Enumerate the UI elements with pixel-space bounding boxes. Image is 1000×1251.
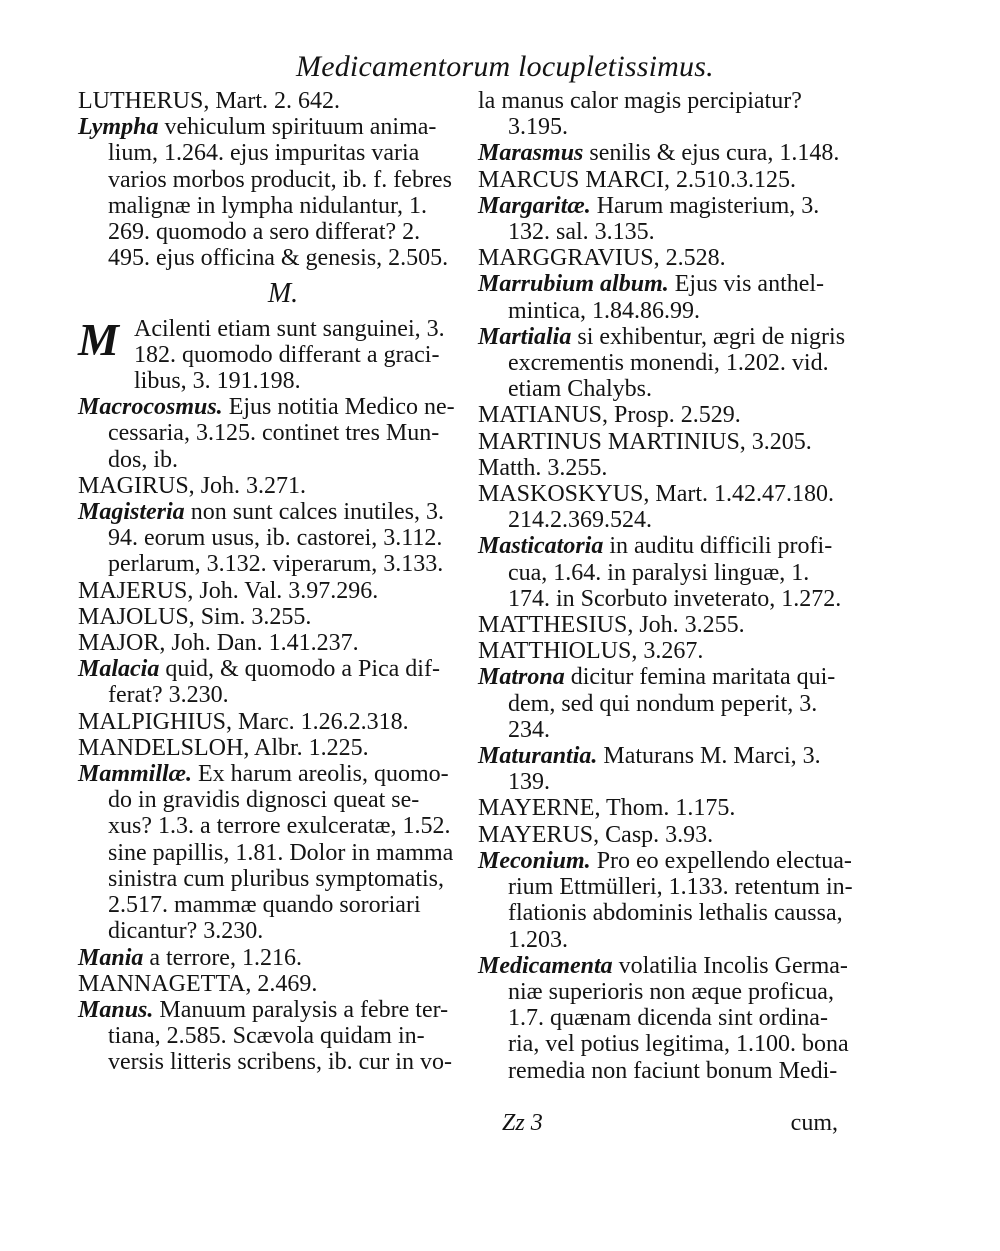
index-entry: [478, 324, 853, 403]
entry-headword: Macrocosmus.: [78, 394, 223, 421]
entry-text: Joh. 3.271.: [200, 472, 307, 499]
entry-headword: Meconium.: [478, 847, 591, 874]
drop-cap-initial: M: [78, 313, 119, 365]
index-entry: [78, 630, 468, 656]
entry-headword: Martialia: [478, 323, 572, 350]
entry-headword: MATTHESIUS,: [478, 612, 640, 639]
index-entry: [78, 88, 468, 114]
entry-headword: MATIANUS,: [478, 402, 615, 429]
index-entry: [78, 997, 468, 1076]
index-entry: [478, 953, 853, 1084]
entry-text: 3.267.: [643, 638, 704, 665]
entry-text: Pro eo expellendo electua- rium Ettmülleri, 1.133. retentum in- flationis abdominis lethalis caussa, 1.203.: [508, 847, 853, 953]
entry-text: senilis & ejus cura, 1.148.: [583, 140, 840, 167]
index-entry: [78, 394, 468, 473]
entry-headword: MASKOSKYUS,: [478, 481, 656, 508]
entry-text: Matth. 3.255.: [478, 454, 608, 481]
entry-headword: Maturantia.: [478, 743, 598, 770]
entry-headword: MAGIRUS,: [78, 472, 201, 499]
index-entry: [478, 167, 853, 193]
entry-headword: Marasmus: [478, 140, 584, 167]
index-entry: [478, 638, 853, 664]
index-entry: [78, 945, 468, 971]
index-entry: [478, 271, 853, 323]
section-letter: M.: [267, 278, 299, 310]
entry-text: Mart. 2. 642.: [215, 88, 340, 114]
entry-headword: Mania: [78, 944, 144, 971]
index-entry: [478, 140, 853, 166]
entry-text: Manuum paralysis a febre ter- tiana, 2.585. Scævola quidam in- versis litteris scribens, ib. cur in vo-: [108, 996, 452, 1076]
entry-text: Thom. 1.175.: [606, 795, 736, 822]
index-entry: [478, 245, 853, 271]
entry-text: volatilia Incolis Germa- niæ superioris non æque proficua, 1.7. quænam dicenda sint ordina- ria, vel potius legitima, 1.100. bona remedia non faciunt bonum Medi-: [508, 952, 849, 1084]
entries-right: [478, 88, 853, 1084]
entry-text: a terrore, 1.216.: [143, 944, 302, 971]
index-entry: [478, 664, 853, 743]
entry-headword: Magisteria: [78, 499, 185, 526]
entry-text: Maturans M. Marci, 3. 139.: [508, 743, 821, 796]
entry-text: Joh. Dan. 1.41.237.: [171, 630, 359, 657]
index-entry: [478, 455, 853, 481]
index-entry: [478, 848, 853, 953]
entry-headword: Marrubium album.: [478, 271, 669, 298]
index-entry: [78, 656, 468, 708]
entry-headword: Acilenti: [134, 315, 212, 342]
entry-headword: MARCUS MARCI,: [478, 166, 677, 193]
entry-text: Ex harum areolis, quomo- do in gravidis dignosci queat se- xus? 1.3. a terrore exulceratæ, 1.52. sine papillis, 1.81. Dolor in mamma sinistra cum pluribus symptomatis, 2.517. mammæ quando sororiari dicantur? 3.230.: [108, 761, 454, 945]
index-entry: [478, 193, 853, 245]
index-entry: [478, 795, 853, 821]
entry-text: Mart. 1.42.47.180. 214.2.369.524.: [508, 481, 835, 534]
entry-text: la manus calor magis percipiatur? 3.195.: [478, 88, 802, 141]
index-entry: [478, 429, 853, 455]
entries-after-section: [78, 394, 468, 1075]
entry-headword: Manus.: [78, 996, 154, 1023]
entry-headword: LUTHERUS,: [78, 88, 216, 114]
index-column-left: [78, 88, 468, 1076]
entry-headword: MAYERUS,: [478, 821, 606, 848]
entry-text: Ejus vis anthel- mintica, 1.84.86.99.: [508, 271, 825, 324]
entry-text: Albr. 1.225.: [254, 734, 369, 761]
entry-headword: Lympha: [78, 114, 159, 141]
index-entry: [78, 735, 468, 761]
entry-headword: MARGGRAVIUS,: [478, 245, 666, 272]
entry-headword: Margaritæ.: [478, 192, 591, 219]
entry-headword: MATTHIOLUS,: [478, 638, 644, 665]
index-entry: [478, 822, 853, 848]
entry-headword: MALPIGHIUS,: [78, 708, 239, 735]
entry-text: dicitur femina maritata qui- dem, sed qui nondum peperit, 3. 234.: [508, 664, 836, 743]
entry-headword: Masticatoria: [478, 533, 604, 560]
entry-text: non sunt calces inutiles, 3. 94. eorum usus, ib. castorei, 3.112. perlarum, 3.132. viperarum, 3.133.: [108, 499, 444, 578]
index-entry: [478, 612, 853, 638]
entry-text: 3.205.: [751, 428, 812, 455]
index-entry: [78, 971, 468, 997]
index-entry: [78, 114, 468, 271]
index-entry: [78, 761, 468, 944]
entry-headword: MANDELSLOH,: [78, 734, 255, 761]
entry-headword: MAJOLUS,: [78, 603, 201, 630]
entry-text: 2.510.3.125.: [676, 166, 797, 193]
entry-text: 2.528.: [665, 245, 726, 272]
entry-headword: Malacia: [78, 656, 160, 683]
entry-text: Ejus notitia Medico ne- cessaria, 3.125. continet tres Mun- dos, ib.: [108, 394, 455, 473]
entry-headword: Matrona: [478, 664, 565, 691]
index-entry: [78, 499, 468, 578]
entry-text: Joh. 3.255.: [639, 612, 745, 639]
entry-text: si exhibentur, ægri de nigris excrementis monendi, 1.202. vid. etiam Chalybs.: [508, 323, 846, 403]
entry-headword: Mammillæ.: [78, 761, 193, 788]
entry-text: vehiculum spirituum anima- lium, 1.264. ejus impuritas varia varios morbos producit, ib. f. febres malignæ in lympha nidulantur, 1. 269. quomodo a sero differat? 2. 495. ejus officina & genesis, 2.505.: [108, 114, 452, 272]
entries-before-section: [78, 88, 468, 271]
entry-text: etiam sunt sanguinei, 3. 182. quomodo differant a graci- libus, 3. 191.198.: [134, 315, 445, 395]
index-entry: [478, 481, 853, 533]
entry-text: 2.469.: [257, 970, 318, 997]
entry-headword: MAJOR,: [78, 630, 172, 657]
index-entry: [78, 578, 468, 604]
index-entry: [78, 473, 468, 499]
entry-headword: MANNAGETTA,: [78, 970, 258, 997]
entry-headword: MAJERUS,: [78, 577, 200, 604]
entry-headword: Medicamenta: [478, 952, 613, 979]
entry-text: Harum magisterium, 3. 132. sal. 3.135.: [508, 192, 820, 246]
index-entry: [78, 709, 468, 735]
entry-text: Casp. 3.93.: [605, 821, 714, 848]
entry-text: Joh. Val. 3.97.296.: [199, 577, 379, 604]
index-entry: [478, 533, 853, 612]
index-entry: [478, 88, 853, 140]
index-entry: [78, 604, 468, 630]
entry-text: Sim. 3.255.: [200, 603, 312, 630]
entry-headword: MARTINUS MARTINIUS,: [478, 428, 752, 455]
catchword: cum,: [790, 1110, 838, 1136]
dropcap-entry: [78, 313, 468, 395]
entry-text: in auditu difficili profi- cua, 1.64. in paralysi linguæ, 1. 174. in Scorbuto inveterato, 1.272.: [508, 533, 842, 612]
entry-text: Marc. 1.26.2.318.: [238, 708, 409, 735]
index-column-right: [478, 88, 853, 1084]
running-head: Medicamentorum locupletissimus.: [296, 50, 714, 83]
entry-headword: MAYERNE,: [478, 795, 607, 822]
index-entry: [478, 402, 853, 428]
index-entry: [478, 743, 853, 795]
signature-mark: Zz 3: [502, 1110, 543, 1136]
entry-text: Prosp. 2.529.: [614, 402, 741, 429]
entry-text: quid, & quomodo a Pica dif- ferat? 3.230.: [108, 656, 440, 709]
